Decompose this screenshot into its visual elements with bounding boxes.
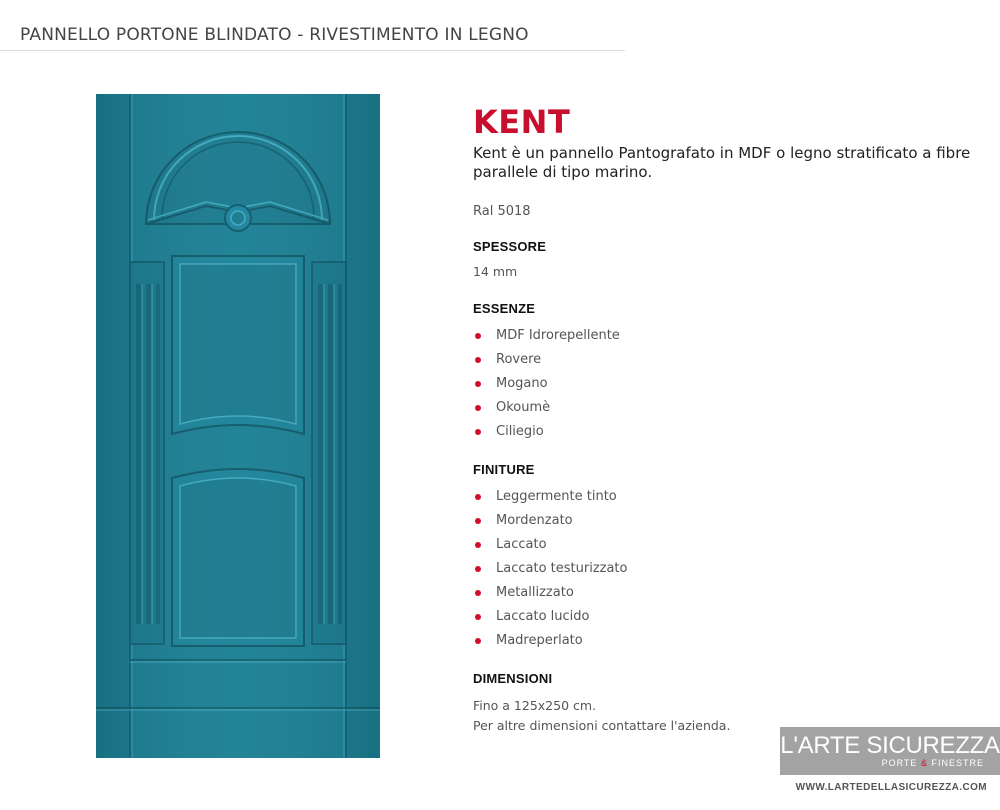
bullet-icon <box>475 405 481 411</box>
list-item-label: Metallizzato <box>496 585 574 600</box>
list-item-label: Ciliegio <box>496 424 544 439</box>
list-item-label: Madreperlato <box>496 633 583 648</box>
spessore-value: 14 mm <box>473 264 518 279</box>
list-item <box>473 533 973 557</box>
list-item-label: Mogano <box>496 376 548 391</box>
ral-code: Ral 5018 <box>473 204 531 219</box>
finiture-list <box>473 485 973 653</box>
list-item <box>473 396 973 420</box>
logo-tagline-amp: & <box>920 757 928 768</box>
list-item-label: Okoumè <box>496 400 551 415</box>
bullet-icon <box>475 518 481 524</box>
door-panel-image <box>96 94 380 758</box>
brand-logo <box>780 727 1000 775</box>
header-divider <box>0 50 625 51</box>
bullet-icon <box>475 494 481 500</box>
essenze-heading: ESSENZE <box>473 301 536 316</box>
list-item-label: Laccato testurizzato <box>496 561 628 576</box>
logo-wordmark: L'ARTE SICUREZZA <box>780 731 1000 759</box>
logo-tagline-left: PORTE <box>881 757 918 768</box>
bullet-icon <box>475 429 481 435</box>
list-item <box>473 485 973 509</box>
list-item <box>473 509 973 533</box>
list-item-label: Mordenzato <box>496 513 573 528</box>
website-url[interactable]: WWW.LARTEDELLASICUREZZA.COM <box>795 782 987 793</box>
dimensioni-heading: DIMENSIONI <box>473 671 553 686</box>
dimensioni-line-1: Fino a 125x250 cm. <box>473 698 597 713</box>
essenze-list <box>473 324 973 444</box>
list-item-label: MDF Idrorepellente <box>496 328 620 343</box>
list-item-label: Rovere <box>496 352 542 367</box>
product-description: Kent è un pannello Pantografato in MDF o legno stratificato a fibre parallele di tipo marino. <box>473 144 971 181</box>
product-name: KENT <box>473 103 571 141</box>
bullet-icon <box>475 590 481 596</box>
logo-tagline-right: FINESTRE <box>931 757 984 768</box>
bullet-icon <box>475 333 481 339</box>
page-title: PANNELLO PORTONE BLINDATO - RIVESTIMENTO IN LEGNO <box>20 25 529 45</box>
bullet-icon <box>475 614 481 620</box>
bullet-icon <box>475 381 481 387</box>
bullet-icon <box>475 357 481 363</box>
logo-tagline <box>882 758 984 769</box>
list-item <box>473 557 973 581</box>
product-info <box>473 103 973 736</box>
bullet-icon <box>475 566 481 572</box>
list-item <box>473 581 973 605</box>
spessore-heading: SPESSORE <box>473 239 547 254</box>
list-item-label: Laccato <box>496 537 547 552</box>
finiture-heading: FINITURE <box>473 462 535 477</box>
list-item <box>473 372 973 396</box>
list-item <box>473 605 973 629</box>
list-item-label: Leggermente tinto <box>496 489 617 504</box>
list-item <box>473 629 973 653</box>
list-item <box>473 324 973 348</box>
bullet-icon <box>475 638 481 644</box>
list-item <box>473 348 973 372</box>
bullet-icon <box>475 542 481 548</box>
list-item-label: Laccato lucido <box>496 609 590 624</box>
dimensioni-line-2: Per altre dimensioni contattare l'azienda. <box>473 718 731 733</box>
list-item <box>473 420 973 444</box>
